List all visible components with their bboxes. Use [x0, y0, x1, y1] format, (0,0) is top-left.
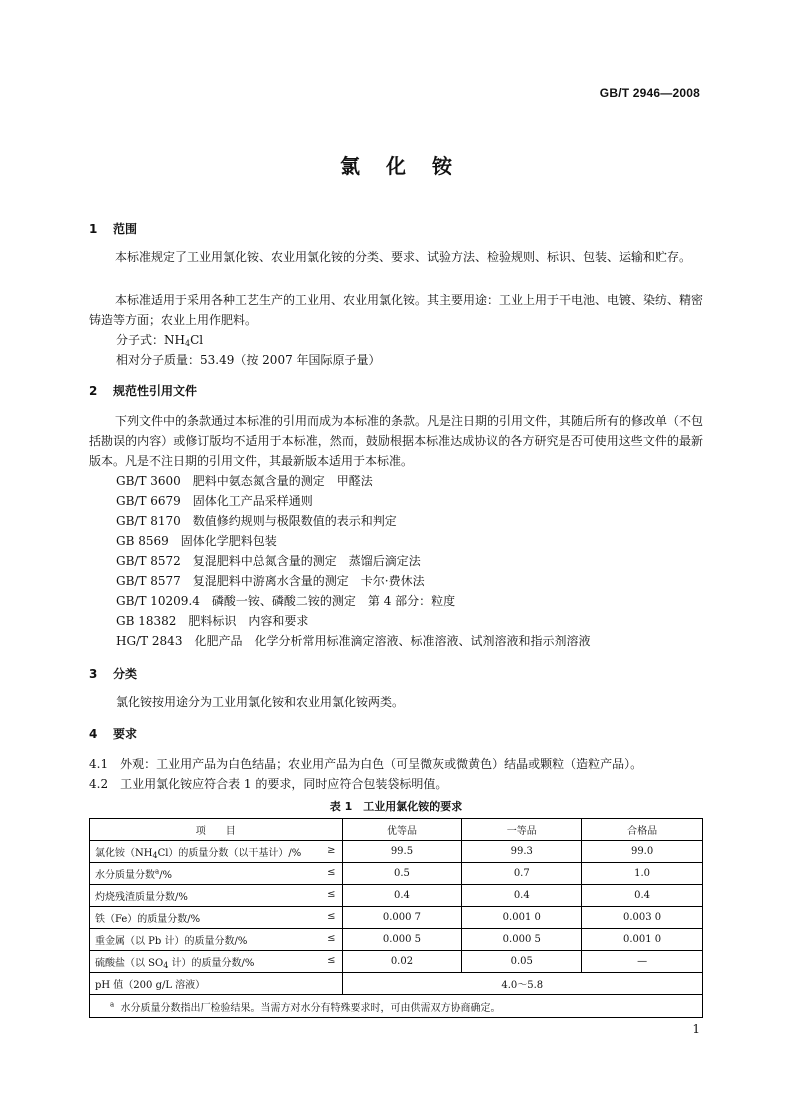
- section-heading-requirements: [89, 725, 137, 742]
- table-row-ph: [90, 973, 703, 995]
- value-cell: 0.4: [462, 885, 582, 907]
- table-row: [90, 907, 703, 929]
- scope-paragraph-2: 本标准适用于采用各种工艺生产的工业用、农业用氯化铵。其主要用途：工业上用于干电池、电镀、染纺、精密铸造等方面；农业上用作肥料。: [89, 293, 704, 327]
- scope-paragraph-1: 本标准规定了工业用氯化铵、农业用氯化铵的分类、要求、试验方法、检验规则、标识、包装、运输和贮存。: [115, 250, 692, 264]
- value-cell: 0.001 0: [582, 929, 703, 951]
- value-cell: 0.5: [342, 863, 462, 885]
- limit-symbol: ≥: [327, 845, 336, 856]
- limit-symbol: ≤: [327, 889, 336, 900]
- footnote-text: 水分质量分数指出厂检验结果。当需方对水分有特殊要求时，可由供需双方协商确定。: [120, 1002, 501, 1014]
- value-cell: 0.000 5: [342, 929, 462, 951]
- header-grade-first: 一等品: [462, 819, 582, 841]
- row-item: 重金属（以 Pb 计）的质量分数/% ≤: [90, 929, 343, 951]
- value-cell: 0.000 5: [462, 929, 582, 951]
- value-cell: 0.000 7: [342, 907, 462, 929]
- page-number: 1: [692, 1022, 700, 1036]
- clause-4-2: 4.2 工业用氯化铵应符合表 1 的要求，同时应符合包装袋标明值。: [89, 777, 448, 791]
- value-cell: 99.3: [462, 841, 582, 863]
- reference-item: GB/T 8170 数值修约规则与极限数值的表示和判定: [116, 514, 397, 528]
- section-title: 要求: [113, 727, 138, 741]
- standard-number: GB/T 2946—2008: [599, 86, 700, 100]
- row-item: pH 值（200 g/L 溶液）: [90, 973, 343, 995]
- section-title: 范围: [113, 222, 138, 236]
- value-cell: 0.003 0: [582, 907, 703, 929]
- requirements-table: [89, 818, 703, 1018]
- row-item: 硫酸盐（以 $SO_4$ 计）的质量分数/% ≤: [90, 951, 343, 973]
- document-title: 氯化铵: [340, 154, 478, 178]
- table-row: [90, 951, 703, 973]
- value-cell: 99.5: [342, 841, 462, 863]
- header-grade-qualified: 合格品: [582, 819, 703, 841]
- value-cell: 0.4: [582, 885, 703, 907]
- section-number: 1: [89, 222, 98, 236]
- value-cell: 0.4: [342, 885, 462, 907]
- table-row: [90, 929, 703, 951]
- row-item: 灼烧残渣质量分数/% ≤: [90, 885, 343, 907]
- table-footnote: [90, 995, 703, 1018]
- table-row: [90, 841, 703, 863]
- value-cell: 0.05: [462, 951, 582, 973]
- reference-item: GB 8569 固体化学肥料包装: [116, 534, 277, 548]
- value-cell: 99.0: [582, 841, 703, 863]
- section-number: 3: [89, 667, 98, 681]
- header-grade-superior: 优等品: [342, 819, 462, 841]
- value-cell: 1.0: [582, 863, 703, 885]
- reference-item: GB/T 8577 复混肥料中游离水含量的测定 卡尔·费休法: [116, 574, 425, 588]
- clause-4-1: 4.1 外观：工业用产品为白色结晶；农业用产品为白色（可呈微灰或微黄色）结晶或颗粒（造粒产品）。: [89, 757, 643, 771]
- section-heading-scope: [89, 220, 137, 237]
- footnote-mark: a: [110, 1000, 115, 1009]
- formula-tail: Cl: [190, 333, 204, 347]
- reference-item: GB/T 10209.4 磷酸一铵、磷酸二铵的测定 第 4 部分：粒度: [116, 594, 456, 608]
- reference-item: GB/T 6679 固体化工产品采样通则: [116, 494, 313, 508]
- row-item: 氯化铵$(NH_4Cl)$的质量分数（以干基计）/% ≥: [90, 841, 343, 863]
- row-item: 铁（Fe）的质量分数/% ≤: [90, 907, 343, 929]
- value-cell: 0.7: [462, 863, 582, 885]
- table-caption: 表 1 工业用氯化铵的要求: [329, 800, 463, 813]
- reference-item: GB/T 3600 肥料中氨态氮含量的测定 甲醛法: [116, 474, 373, 488]
- references-intro: 下列文件中的条款通过本标准的引用而成为本标准的条款。凡是注日期的引用文件，其随后所有的修改单（不包括勘误的内容）或修订版均不适用于本标准，然而，鼓励根据本标准达成协议的各方研究是否可使用这些文件的最新版本。凡是不注日期的引用文件，其最新版本适用于本标准。: [89, 414, 704, 468]
- table-row: [90, 863, 703, 885]
- limit-symbol: ≤: [327, 911, 336, 922]
- classification-text: 氯化铵按用途分为工业用氯化铵和农业用氯化铵两类。: [116, 695, 405, 709]
- value-cell: 0.001 0: [462, 907, 582, 929]
- limit-symbol: ≤: [327, 933, 336, 944]
- reference-item: HG/T 2843 化肥产品 化学分析常用标准滴定溶液、标准溶液、试剂溶液和指示剂溶液: [116, 634, 591, 648]
- limit-symbol: ≤: [327, 867, 336, 878]
- table-footnote-row: [90, 995, 703, 1018]
- section-title: 规范性引用文件: [113, 384, 198, 398]
- section-heading-references: [89, 382, 197, 399]
- section-number: 2: [89, 384, 98, 398]
- limit-symbol: ≤: [327, 955, 336, 966]
- formula-label: 分子式：: [116, 333, 165, 347]
- reference-item: GB/T 8572 复混肥料中总氮含量的测定 蒸馏后滴定法: [116, 554, 421, 568]
- row-item: 水分质量分数$^a$/% ≤: [90, 863, 343, 885]
- table-header-row: [90, 819, 703, 841]
- molecular-mass: 相对分子质量：53.49（按 2007 年国际原子量）: [116, 353, 381, 367]
- reference-item: GB 18382 肥料标识 内容和要求: [116, 614, 309, 628]
- value-cell: 4.0～5.8: [342, 973, 702, 995]
- section-number: 4: [89, 727, 98, 741]
- header-item: 项 目: [90, 819, 343, 841]
- section-title: 分类: [113, 667, 138, 681]
- value-cell: 0.02: [342, 951, 462, 973]
- table-row: [90, 885, 703, 907]
- formula-main: NH: [164, 333, 185, 347]
- value-cell: —: [582, 951, 703, 973]
- formula-subscript: 4: [184, 339, 191, 348]
- section-heading-classification: [89, 665, 137, 682]
